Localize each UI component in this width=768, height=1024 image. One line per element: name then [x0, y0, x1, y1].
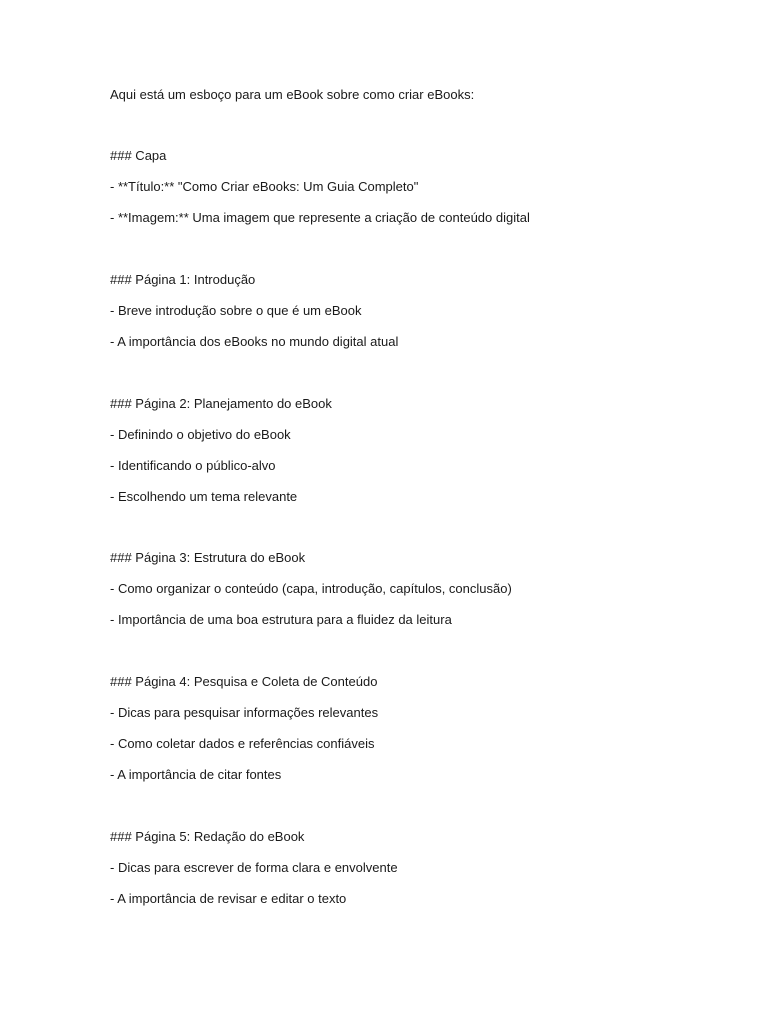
section-heading-pagina-5: ### Página 5: Redação do eBook — [110, 829, 305, 844]
section-heading-capa: ### Capa — [110, 148, 167, 163]
list-item: - A importância dos eBooks no mundo digital atual — [110, 334, 399, 349]
list-item: - Definindo o objetivo do eBook — [110, 427, 291, 442]
list-item: - Importância de uma boa estrutura para a fluidez da leitura — [110, 612, 452, 627]
intro-text: Aqui está um esboço para um eBook sobre como criar eBooks: — [110, 87, 475, 102]
list-item: - Breve introdução sobre o que é um eBook — [110, 303, 362, 318]
list-item: - **Título:** "Como Criar eBooks: Um Guia Completo" — [110, 179, 419, 194]
list-item: - Escolhendo um tema relevante — [110, 489, 298, 504]
list-item: - Dicas para escrever de forma clara e envolvente — [110, 860, 398, 875]
list-item: - Dicas para pesquisar informações relevantes — [110, 705, 379, 720]
section-heading-pagina-1: ### Página 1: Introdução — [110, 272, 256, 287]
list-item: - A importância de citar fontes — [110, 767, 282, 782]
list-item: - Como organizar o conteúdo (capa, introdução, capítulos, conclusão) — [110, 581, 512, 596]
list-item: - A importância de revisar e editar o texto — [110, 891, 347, 906]
list-item: - **Imagem:** Uma imagem que represente a criação de conteúdo digital — [110, 210, 530, 225]
section-heading-pagina-2: ### Página 2: Planejamento do eBook — [110, 396, 332, 411]
section-heading-pagina-3: ### Página 3: Estrutura do eBook — [110, 550, 306, 565]
list-item: - Identificando o público-alvo — [110, 458, 276, 473]
list-item: - Como coletar dados e referências confiáveis — [110, 736, 375, 751]
section-heading-pagina-4: ### Página 4: Pesquisa e Coleta de Conteúdo — [110, 674, 378, 689]
